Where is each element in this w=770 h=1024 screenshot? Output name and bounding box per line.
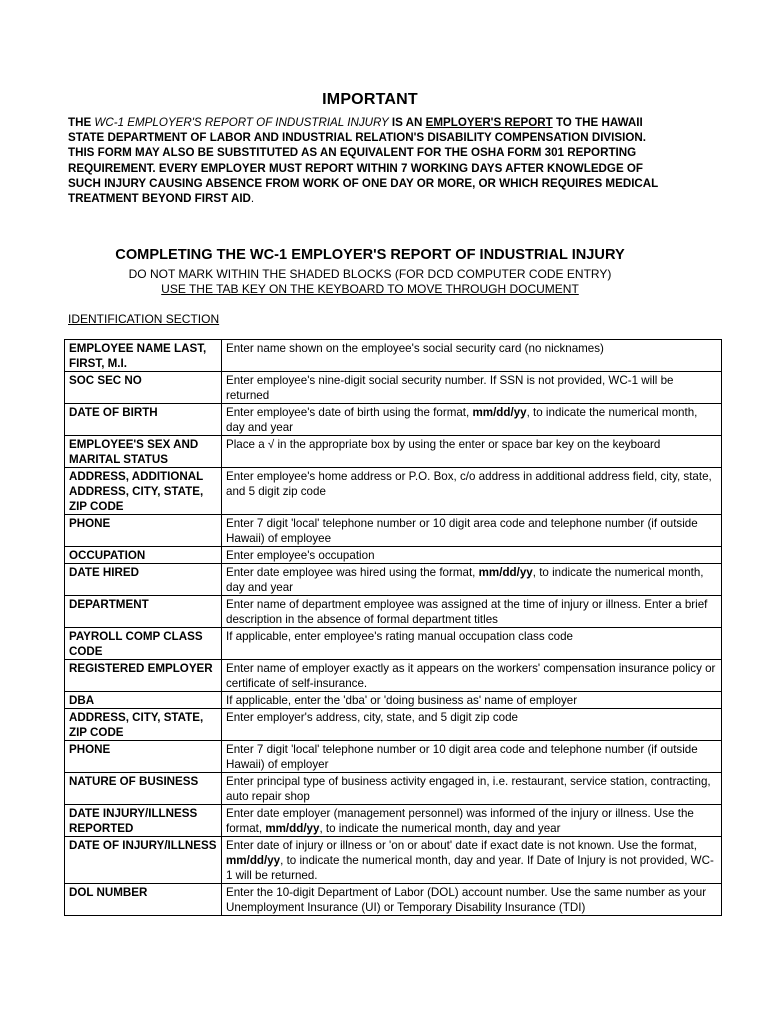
- field-label: SOC SEC NO: [65, 372, 222, 404]
- table-row: [65, 709, 722, 741]
- field-description: Enter employee's occupation: [222, 547, 722, 564]
- field-description: Enter name of department employee was assigned at the time of injury or illness. Enter a brief description in the absence of formal department titles: [222, 596, 722, 628]
- field-description: [222, 404, 722, 436]
- important-heading: IMPORTANT: [322, 91, 418, 108]
- table-row: [65, 773, 722, 805]
- field-label: EMPLOYEE'S SEX AND MARITAL STATUS: [65, 436, 222, 468]
- date-format: mm/dd/yy: [265, 822, 320, 835]
- identification-section-heading: IDENTIFICATION SECTION: [68, 312, 220, 326]
- description-text: Enter date employee was hired using the format,: [226, 566, 479, 579]
- intro-text-4: .: [250, 192, 255, 206]
- intro-text-1: THE: [68, 116, 95, 129]
- field-label: DATE OF INJURY/ILLNESS: [65, 837, 222, 884]
- field-description: Enter employee's home address or P.O. Box, c/o address in additional address field, city, state, and 5 digit zip code: [222, 468, 722, 515]
- field-label: PHONE: [65, 741, 222, 773]
- field-label: REGISTERED EMPLOYER: [65, 660, 222, 692]
- field-description: Enter employee's nine-digit social security number. If SSN is not provided, WC-1 will be returned: [222, 372, 722, 404]
- intro-paragraph: [68, 115, 668, 206]
- description-text: Enter date of injury or illness or 'on or about' date if exact date is not known. Use the format,: [226, 839, 698, 852]
- field-label: EMPLOYEE NAME LAST, FIRST, M.I.: [65, 340, 222, 372]
- table-row: [65, 660, 722, 692]
- date-format: mm/dd/yy: [478, 566, 533, 579]
- field-label: DATE OF BIRTH: [65, 404, 222, 436]
- date-format: mm/dd/yy: [226, 854, 281, 867]
- table-row: [65, 805, 722, 837]
- field-description: Place a √ in the appropriate box by using the enter or space bar key on the keyboard: [222, 436, 722, 468]
- field-instructions-table: [64, 339, 722, 916]
- table-row: [65, 436, 722, 468]
- field-description: If applicable, enter employee's rating manual occupation class code: [222, 628, 722, 660]
- field-label: DBA: [65, 692, 222, 709]
- field-description: [222, 837, 722, 884]
- intro-report-type: EMPLOYER'S REPORT: [425, 116, 553, 129]
- shaded-blocks-note: DO NOT MARK WITHIN THE SHADED BLOCKS (FOR DCD COMPUTER CODE ENTRY): [128, 267, 612, 281]
- field-description: [222, 564, 722, 596]
- table-row: [65, 340, 722, 372]
- table-row: [65, 596, 722, 628]
- field-label: ADDRESS, ADDITIONAL ADDRESS, CITY, STATE, ZIP CODE: [65, 468, 222, 515]
- table-row: [65, 404, 722, 436]
- table-row: [65, 372, 722, 404]
- table-row: [65, 468, 722, 515]
- description-text: , to indicate the numerical month, day and year. If Date of Injury is not provided, WC-1 will be returned.: [226, 854, 714, 882]
- table-row: [65, 628, 722, 660]
- intro-text-2: IS AN: [388, 116, 426, 129]
- field-label: PHONE: [65, 515, 222, 547]
- table-row: [65, 692, 722, 709]
- field-label: PAYROLL COMP CLASS CODE: [65, 628, 222, 660]
- field-label: OCCUPATION: [65, 547, 222, 564]
- field-description: Enter name shown on the employee's social security card (no nicknames): [222, 340, 722, 372]
- table-row: [65, 515, 722, 547]
- field-label: NATURE OF BUSINESS: [65, 773, 222, 805]
- field-label: ADDRESS, CITY, STATE, ZIP CODE: [65, 709, 222, 741]
- table-row: [65, 564, 722, 596]
- table-row: [65, 547, 722, 564]
- description-text: , to indicate the numerical month, day and year: [226, 406, 698, 434]
- field-description: Enter name of employer exactly as it appears on the workers' compensation insurance policy or certificate of self-insurance.: [222, 660, 722, 692]
- field-description: Enter the 10-digit Department of Labor (DOL) account number. Use the same number as your Unemployment Insurance (UI) or Temporary Disability Insurance (TDI): [222, 884, 722, 916]
- description-text: , to indicate the numerical month, day and year: [319, 822, 561, 835]
- description-text: Enter employee's date of birth using the format,: [226, 406, 473, 419]
- field-label: DATE HIRED: [65, 564, 222, 596]
- description-text: , to indicate the numerical month, day and year: [226, 566, 704, 594]
- tab-key-note: USE THE TAB KEY ON THE KEYBOARD TO MOVE THROUGH DOCUMENT: [161, 282, 579, 296]
- date-format: mm/dd/yy: [472, 406, 527, 419]
- description-text: Enter date employer (management personnel) was informed of the injury or illness. Use the format,: [226, 807, 694, 835]
- table-row: [65, 741, 722, 773]
- field-description: Enter principal type of business activity engaged in, i.e. restaurant, service station, contracting, auto repair shop: [222, 773, 722, 805]
- field-description: Enter 7 digit 'local' telephone number or 10 digit area code and telephone number (if outside Hawaii) of employee: [222, 515, 722, 547]
- field-label: DOL NUMBER: [65, 884, 222, 916]
- intro-form-name: WC-1 EMPLOYER'S REPORT OF INDUSTRIAL INJURY: [94, 116, 389, 129]
- intro-text-3: TO THE HAWAII STATE DEPARTMENT OF LABOR AND INDUSTRIAL RELATION'S DISABILITY COMPENSATION DIVISION. THIS FORM MAY ALSO BE SUBSTITUTED AS AN EQUIVALENT FOR THE OSHA FORM 301 REPORTING REQUIREMENT. EVERY EMPLOYER MUST REPORT WITHIN 7 WORKING DAYS AFTER KNOWLEDGE OF SUCH INJURY CAUSING ABSENCE FROM WORK OF ONE DAY OR MORE, OR WHICH REQUIRES MEDICAL TREATMENT BEYOND FIRST AID: [68, 116, 659, 206]
- table-row: [65, 837, 722, 884]
- field-description: [222, 805, 722, 837]
- section-title: COMPLETING THE WC-1 EMPLOYER'S REPORT OF INDUSTRIAL INJURY: [115, 247, 625, 263]
- field-label: DEPARTMENT: [65, 596, 222, 628]
- table-row: [65, 884, 722, 916]
- field-description: Enter employer's address, city, state, and 5 digit zip code: [222, 709, 722, 741]
- field-label: DATE INJURY/ILLNESS REPORTED: [65, 805, 222, 837]
- field-description: Enter 7 digit 'local' telephone number or 10 digit area code and telephone number (if outside Hawaii) of employer: [222, 741, 722, 773]
- field-description: If applicable, enter the 'dba' or 'doing business as' name of employer: [222, 692, 722, 709]
